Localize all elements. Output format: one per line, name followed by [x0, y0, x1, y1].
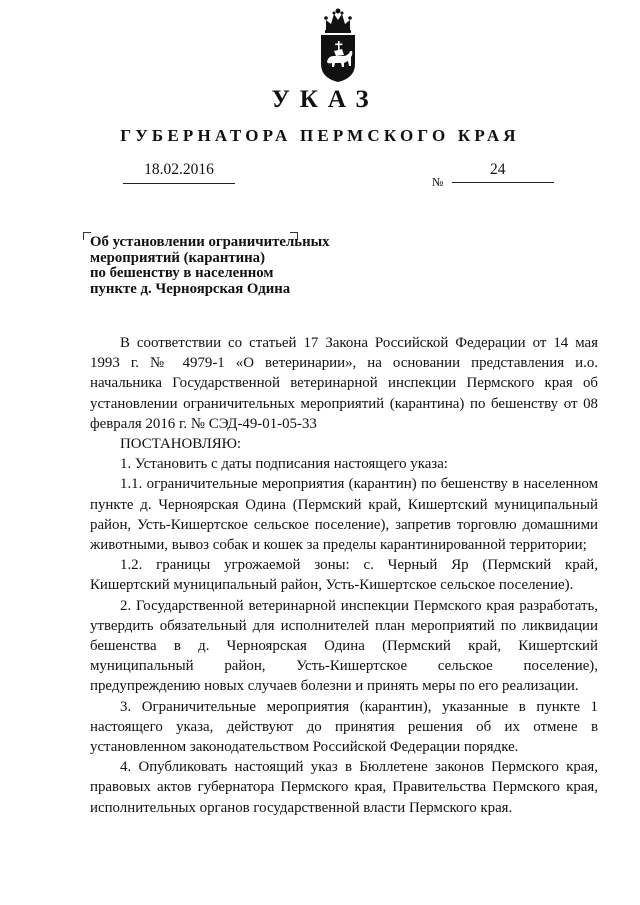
clause-1-2: 1.2. границы угрожаемой зоны: с. Черный Яр (Пермский край, Кишертский муниципальный район, Усть-Кишертское сельское поселение).	[90, 557, 598, 594]
decree-keyword: ПОСТАНОВЛЯЮ:	[120, 436, 242, 453]
clause-4: 4. Опубликовать настоящий указ в Бюллетене законов Пермского края, правовых актов губернатора Пермского края, Правительства Пермского края, исполнительных органов государственной власти Пермского края.	[90, 759, 598, 816]
document-subtitle: ГУБЕРНАТОРА ПЕРМСКОГО КРАЯ	[120, 126, 520, 145]
clause-3: 3. Ограничительные мероприятия (карантин), указанные в пункте 1 настоящего указа, действуют до принятия решения об их отмене в установленном законодательством Российской Федерации порядке.	[90, 698, 598, 756]
document-heading	[90, 235, 360, 297]
document-title: УКАЗ	[271, 86, 379, 113]
document-date	[123, 161, 235, 184]
preamble-paragraph: В соответствии со статьей 17 Закона Российской Федерации от 14 мая 1993 г. № 4979-1 «О ветеринарии», на основании представления и.о. начальника Государственной ветеринарной инспекции Пермского края об установлении ограничительных мероприятий (карантина) по бешенству от 08 февраля 2016 г. № СЭД-49-01-05-33	[90, 335, 598, 432]
clause-1-1: 1.1. ограничительные мероприятия (карантин) по бешенству в населенном пункте д. Черноярская Одина (Пермский край, Кишертский муниципальный район, Усть-Кишертское сельское поселение), запретив торговлю домашними животными, вывоз собак и кошек за пределы карантинированной территории;	[90, 476, 598, 554]
heading-line: пункте д. Черноярская Одина	[90, 280, 291, 297]
clause-2: 2. Государственной ветеринарной инспекции Пермского края разработать, утвердить обязательный для исполнителей план мероприятий по ликвидации бешенства в д. Черноярская Одина (Пермский край, Кишертский муниципальный район, Усть-Кишертское сельское поселение), предупреждению новых случаев болезни и принять меры по его реализации.	[90, 597, 598, 695]
date-underline	[123, 183, 235, 184]
heading-line: мероприятий (карантина)	[90, 249, 266, 266]
heading-line: Об установлении ограничительных	[90, 234, 330, 250]
number-sign: №	[432, 175, 444, 189]
clause-1: 1. Установить с даты подписания настоящего указа:	[120, 456, 448, 473]
number-value: 24	[490, 161, 506, 178]
perm-krai-coat-of-arms-icon	[318, 6, 358, 84]
heading-line: по бешенству в населенном	[90, 265, 274, 281]
document-number	[432, 161, 554, 191]
date-value: 18.02.2016	[144, 161, 214, 178]
number-underline	[452, 182, 554, 183]
document-body	[90, 333, 598, 818]
